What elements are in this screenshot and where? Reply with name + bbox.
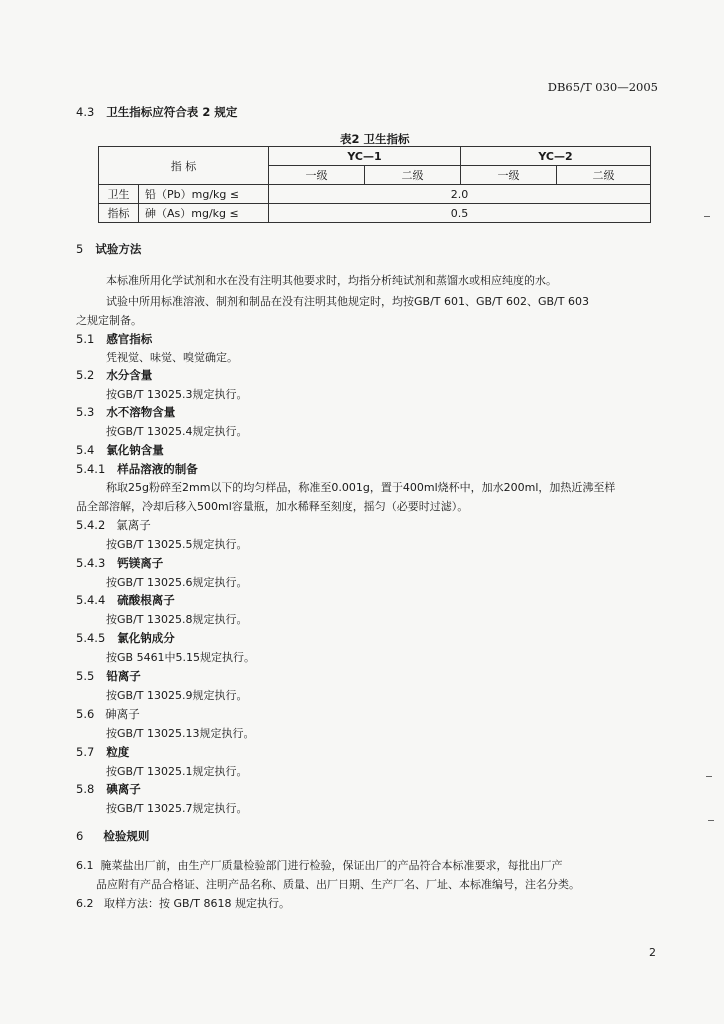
section-title: 钙镁离子	[117, 556, 164, 570]
section-title: 氯化钠成分	[117, 631, 175, 645]
table-row	[99, 204, 651, 223]
section-5-4-heading	[76, 442, 164, 458]
table-row	[99, 185, 651, 204]
section-title: 铅离子	[106, 669, 141, 683]
section-4-3-heading	[76, 104, 237, 120]
paragraph: 按GB/T 13025.13规定执行。	[106, 727, 255, 740]
section-number: 5.3	[76, 405, 95, 419]
section-6-heading	[76, 828, 149, 844]
section-5-4-3-heading	[76, 555, 163, 571]
paragraph: 按GB/T 13025.9规定执行。	[106, 689, 248, 702]
paragraph: 凭视觉、味觉、嗅觉确定。	[106, 351, 238, 364]
section-title: 砷离子	[105, 707, 140, 721]
section-title: 氯离子	[116, 518, 151, 532]
section-title: 粒度	[106, 745, 130, 759]
section-number: 5.5	[76, 669, 95, 683]
grade-cell: 一级	[461, 166, 557, 185]
paragraph: 按GB/T 13025.3规定执行。	[106, 388, 248, 401]
section-title: 试验方法	[95, 242, 142, 256]
page-number: 2	[649, 946, 656, 959]
yc2-header-cell: YC—2	[461, 147, 651, 166]
section-number: 6.2	[76, 897, 94, 910]
paragraph: 按GB/T 13025.4规定执行。	[106, 425, 248, 438]
paragraph: 按GB/T 13025.6规定执行。	[106, 576, 248, 589]
section-5-6-heading	[76, 706, 140, 722]
section-number: 5.4.5	[76, 631, 106, 645]
table-header-row	[99, 147, 651, 166]
section-number: 4.3	[76, 105, 95, 119]
paragraph: 按GB/T 13025.1规定执行。	[106, 765, 248, 778]
scan-speck	[704, 216, 710, 217]
section-5-2-heading	[76, 367, 152, 383]
section-number: 5.4.2	[76, 518, 106, 532]
section-title: 感官指标	[106, 332, 153, 346]
section-5-5-heading	[76, 668, 141, 684]
paragraph: 品全部溶解，冷却后移入500ml容量瓶，加水稀释至刻度，摇匀（必要时过滤）。	[76, 500, 469, 513]
section-title: 水分含量	[106, 368, 153, 382]
scan-speck	[706, 776, 712, 777]
section-5-4-4-heading	[76, 592, 175, 608]
paragraph: 按GB/T 13025.5规定执行。	[106, 538, 248, 551]
section-number: 5.1	[76, 332, 95, 346]
document-code: DB65/T 030—2005	[547, 80, 658, 94]
section-number: 6	[76, 829, 84, 843]
section-number: 5.7	[76, 745, 95, 759]
section-5-heading	[76, 241, 141, 257]
section-title: 卫生指标应符合表 2 规定	[106, 105, 238, 119]
yc1-header-cell: YC—1	[269, 147, 461, 166]
paragraph: 之规定制备。	[76, 314, 142, 327]
grade-cell: 二级	[365, 166, 461, 185]
section-5-4-1-heading	[76, 461, 198, 477]
row-value-cell: 2.0	[269, 185, 651, 204]
section-title: 样品溶液的制备	[117, 462, 198, 476]
section-5-1-heading	[76, 331, 152, 347]
table-caption: 表2 卫生指标	[340, 132, 410, 146]
section-title: 检验规则	[103, 829, 150, 843]
section-5-8-heading	[76, 781, 141, 797]
section-title: 碘离子	[106, 782, 141, 796]
paragraph-6-2	[76, 895, 290, 911]
paragraph: 称取25g粉碎至2mm以下的均匀样品，称准至0.001g，置于400ml烧杯中，加水200ml，加热近沸至样	[106, 481, 616, 494]
indicator-header-cell: 指 标	[99, 147, 269, 185]
section-5-7-heading	[76, 744, 129, 760]
row-label-cell: 铅（Pb）mg/kg ≤	[139, 185, 269, 204]
row-label-cell: 砷（As）mg/kg ≤	[139, 204, 269, 223]
section-title: 硫酸根离子	[117, 593, 175, 607]
paragraph-text: 取样方法：按 GB/T 8618 规定执行。	[104, 897, 290, 910]
paragraph: 按GB 5461中5.15规定执行。	[106, 651, 256, 664]
group-label-cell: 指标	[99, 204, 139, 223]
paragraph: 本标准所用化学试剂和水在没有注明其他要求时，均指分析纯试剂和蒸馏水或相应纯度的水。	[106, 274, 557, 287]
section-number: 5.4.1	[76, 462, 106, 476]
section-title: 氯化钠含量	[106, 443, 164, 457]
section-5-4-2-heading	[76, 517, 151, 533]
section-number: 5.8	[76, 782, 95, 796]
section-number: 5.4.3	[76, 556, 106, 570]
paragraph: 品应附有产品合格证、注明产品名称、质量、出厂日期、生产厂名、厂址、本标准编号，注名分类。	[96, 878, 580, 891]
paragraph: 按GB/T 13025.7规定执行。	[106, 802, 248, 815]
section-5-3-heading	[76, 404, 175, 420]
paragraph: 试验中所用标准溶液、制剂和制品在没有注明其他规定时，均按GB/T 601、GB/T 602、GB/T 603	[106, 295, 589, 308]
section-title: 水不溶物含量	[106, 405, 176, 419]
paragraph-text: 腌菜盐出厂前，由生产厂质量检验部门进行检验，保证出厂的产品符合本标准要求，每批出厂产	[100, 859, 563, 872]
section-number: 6.1	[76, 859, 94, 872]
row-value-cell: 0.5	[269, 204, 651, 223]
grade-cell: 二级	[557, 166, 651, 185]
group-label-cell: 卫生	[99, 185, 139, 204]
paragraph-6-1	[76, 857, 563, 873]
paragraph: 按GB/T 13025.8规定执行。	[106, 613, 248, 626]
grade-cell: 一级	[269, 166, 365, 185]
section-number: 5.4.4	[76, 593, 106, 607]
hygiene-indicator-table	[98, 146, 651, 223]
section-number: 5.2	[76, 368, 95, 382]
scan-speck	[708, 820, 714, 821]
section-5-4-5-heading	[76, 630, 175, 646]
section-number: 5.6	[76, 707, 95, 721]
section-number: 5	[76, 242, 84, 256]
section-number: 5.4	[76, 443, 95, 457]
